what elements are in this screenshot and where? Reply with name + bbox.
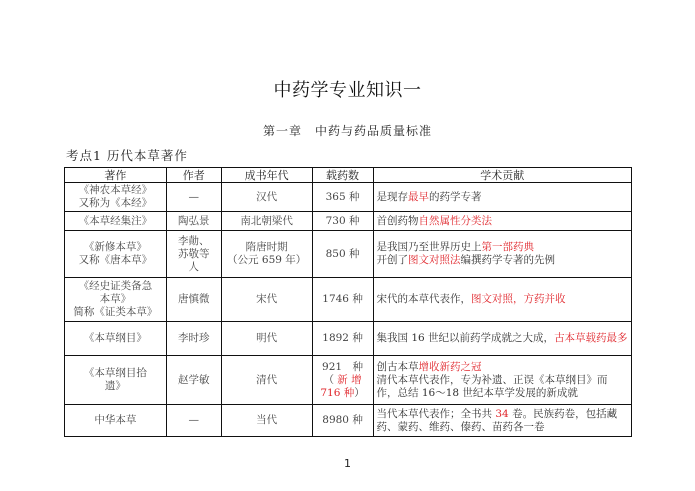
table-row [65,231,632,278]
table-row [65,212,632,231]
emphasis-text: 图文对照，方药并收 [471,293,566,305]
cell-line: 《神农本草经》 [78,184,153,196]
cell-work [65,278,167,322]
cell-line: 中华本草 [94,414,137,426]
cell-line: 850 种 [325,247,360,260]
cell-line: 《本草纲目拾 [83,367,147,379]
cell-line: 8980 种 [322,414,363,426]
cell-line: 《本草经集注》 [78,214,153,227]
header-author: 作者 [166,168,221,183]
cell-line: 本草》 [99,293,132,305]
header-work: 著作 [65,168,167,183]
cell-line: 又称为《本经》 [78,197,153,209]
cell-count [312,322,373,356]
chapter-heading: 第一章 中药与药品质量标准 [262,124,432,138]
cell-contribution [373,212,631,231]
cell-line: 清代 [256,373,278,386]
cell-author [166,405,221,437]
rich-line [377,332,628,345]
cell-era [221,356,312,405]
plain-text: 宋代的本草代表作， [376,293,472,305]
cell-line: 当代 [256,414,278,426]
cell-line: 《本草纲目》 [83,332,147,344]
cell-era [221,183,312,212]
rich-line [377,191,628,204]
cell-contribution [373,231,631,278]
cell-era [221,212,312,231]
cell-era [221,278,312,322]
rich-line [377,293,628,306]
emphasis-text: 最早 [408,190,430,203]
cell-work [65,405,167,437]
cell-line: 赵学敏 [178,373,210,386]
cell-line: 730 种 [325,214,360,227]
cell-line: 南北朝梁代 [240,214,293,227]
cell-line: 《经史证类备急 [78,280,153,292]
rich-line [377,361,628,374]
cell-line: 陶弘景 [178,214,210,227]
cell-line: 明代 [256,332,278,344]
cell-contribution [373,356,631,405]
table-header-row [65,168,632,183]
cell-line: 宋代 [256,293,278,305]
cell-line: 唐慎微 [178,293,210,305]
cell-line: 简称《证类本草》 [73,306,158,318]
cell-line: — [188,414,200,426]
cell-line: 李勣、 [178,234,210,247]
header-era: 成书年代 [221,168,312,183]
plain-text: 集我国 16 世纪以前药学成就之大成， [376,332,555,344]
cell-contribution [373,322,631,356]
cell-count [312,405,373,437]
table-row [65,356,632,405]
cell-line: 苏敬等 [178,247,210,260]
emphasis-text: 716 种 [320,386,355,399]
rich-line [377,374,628,400]
plain-text: 当代本草代表作；全书共 [376,407,496,420]
cell-count [312,212,373,231]
cell-author [166,278,221,322]
table-row [65,322,632,356]
cell-line: 遗》 [104,380,126,392]
cell-work [65,212,167,231]
rich-line [316,361,370,374]
emphasis-text: 古本草载药最多 [554,332,628,344]
cell-era [221,322,312,356]
emphasis-text: 自然属性分类法 [418,214,493,227]
table-row [65,183,632,212]
plain-text: 首创药物 [376,214,419,227]
cell-contribution [373,183,631,212]
cell-work [65,183,167,212]
cell-line: 人 [188,260,200,273]
cell-work [65,322,167,356]
cell-contribution [373,405,631,437]
cell-line: 隋唐时期 [245,241,288,253]
cell-author [166,183,221,212]
cell-line: （公元 659 年） [227,254,307,266]
cell-author [166,212,221,231]
cell-count [312,356,373,405]
page-number: 1 [344,457,351,470]
cell-count [312,231,373,278]
plain-text: 是现存 [376,190,409,203]
plain-text: 是我国乃至世界历史上 [376,241,482,253]
cell-era [221,231,312,278]
plain-text: 的药学专著 [429,190,482,203]
plain-text: 清代本草代表作，专为补遗、正误《本草纲目》而作，总结 16～18 世纪本草学发展的新成就 [376,373,608,399]
header-contribution: 学术贡献 [373,168,631,183]
plain-text: 卷。民族药卷，包括藏药、蒙药、维药、傣药、苗药各一卷 [376,407,618,433]
plain-text: 创古本草 [376,360,419,373]
section-heading: 考点1 历代本草著作 [66,148,188,163]
rich-line [316,387,370,400]
cell-author [166,322,221,356]
cell-line: 1892 种 [322,332,363,344]
emphasis-text: 34 [495,407,509,420]
table-row [65,405,632,437]
cell-work [65,356,167,405]
cell-line: 李时珍 [178,332,210,344]
document-title: 中药学专业知识一 [273,80,422,101]
cell-author [166,356,221,405]
emphasis-text: 新 增 [337,373,362,386]
cell-era [221,405,312,437]
herbal-classics-table [64,167,632,437]
cell-count [312,278,373,322]
table-row [65,278,632,322]
emphasis-text: 增收新药之冠 [418,360,482,373]
cell-work [65,231,167,278]
cell-count [312,183,373,212]
cell-line: — [188,190,200,203]
cell-line: 1746 种 [322,293,363,305]
rich-line [377,254,628,267]
rich-line [377,215,628,228]
plain-text: 开创了 [376,254,409,266]
header-count: 载药数 [312,168,373,183]
plain-text: ） [354,386,365,399]
cell-line: 365 种 [325,190,360,203]
rich-line [316,374,370,387]
cell-contribution [373,278,631,322]
emphasis-text: 第一部药典 [481,241,535,253]
emphasis-text: 图文对照法 [408,254,461,266]
rich-line [377,408,628,434]
cell-author [166,231,221,278]
plain-text: 编撰药学专著的先例 [460,254,556,266]
cell-line: 汉代 [256,190,278,203]
cell-line: 又称《唐本草》 [78,254,153,266]
plain-text: （ [323,373,338,386]
table-body [65,183,632,437]
rich-line [377,241,628,254]
plain-text: 921 种 [322,360,364,373]
cell-line: 《新修本草》 [83,241,147,253]
